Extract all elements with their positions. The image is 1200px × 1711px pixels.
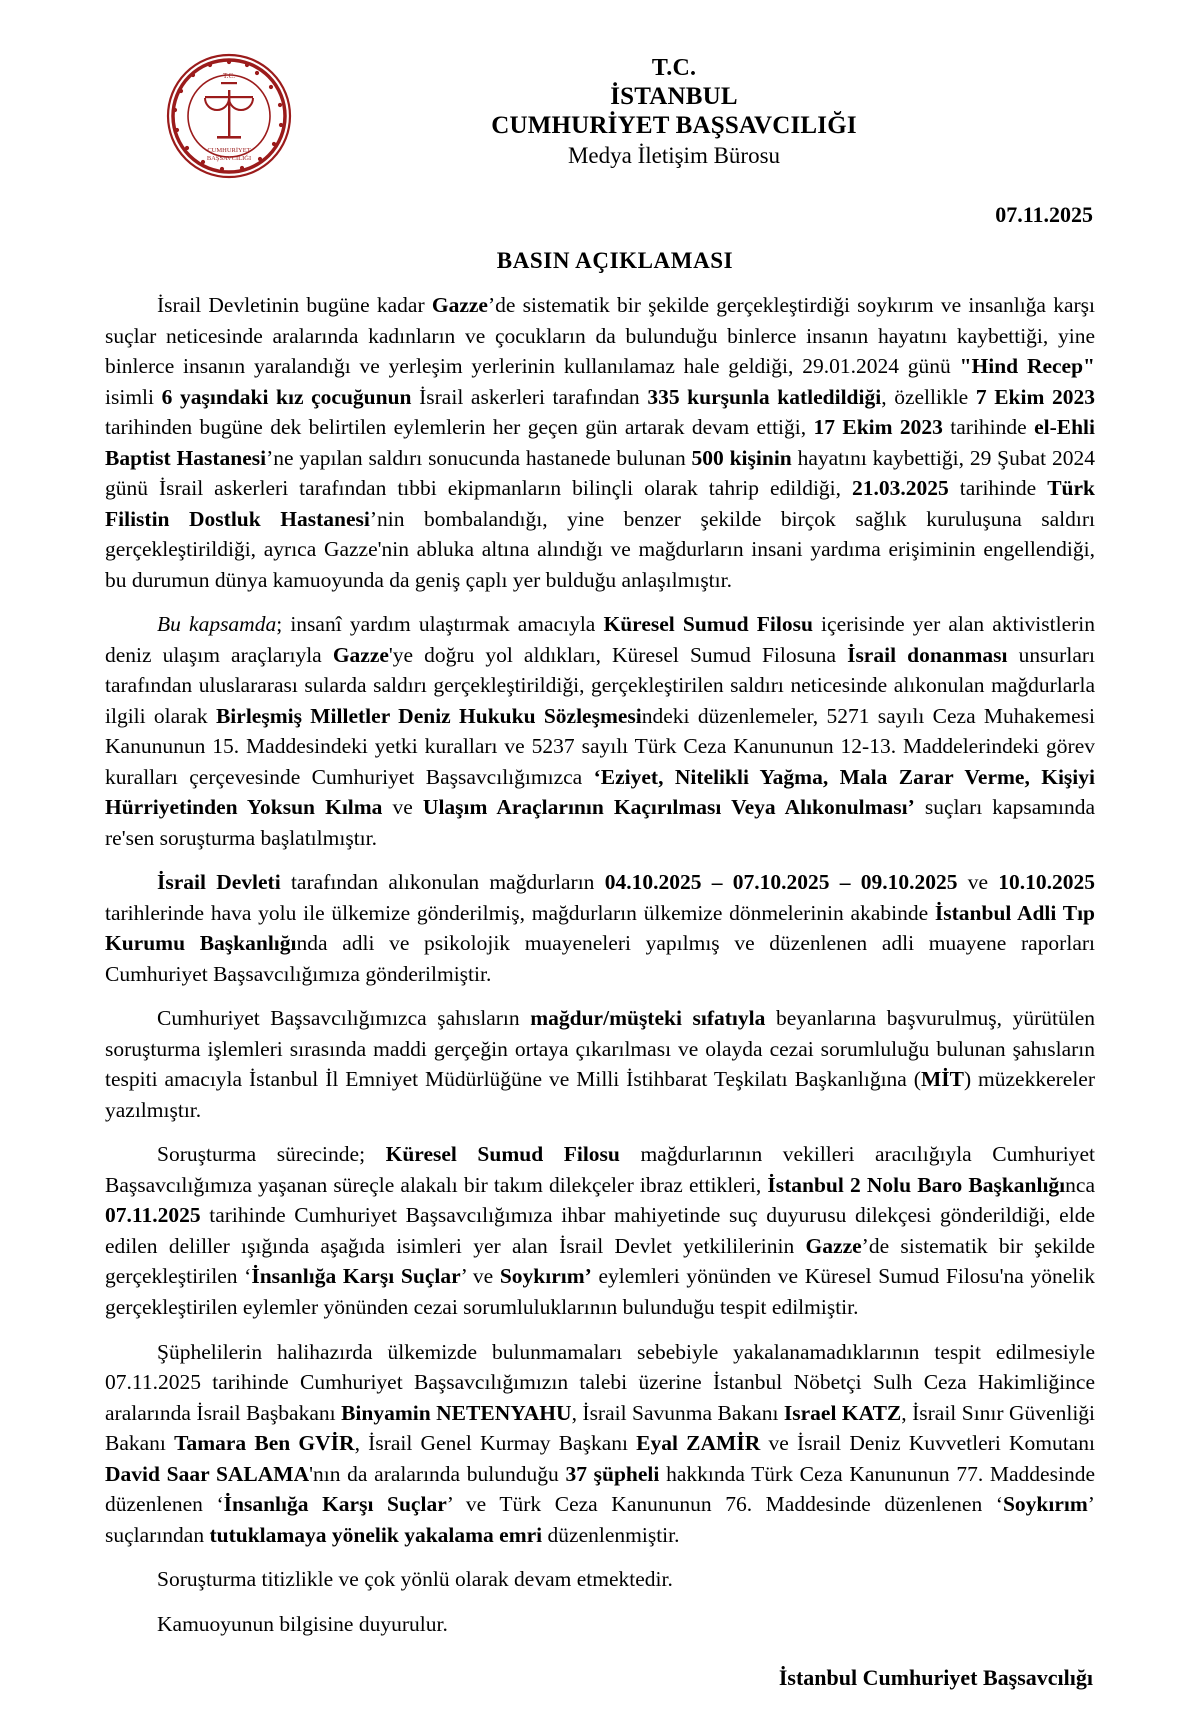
p1-s4: İsrail askerleri tarafından [411,384,648,409]
p1-s11: ’nin bombalandığı, yine benzer şekilde birçok sağlık kuruluşuna saldırı gerçekleştirildiği, ayrıca Gazze'nin abluka altına alındığı ve mağdurların insani yardıma erişiminin engellendiği, bu durumun dünya kamuoyunda da geniş çaplı yer bulduğu anlaşılmıştır. [105,506,1095,592]
p4-s2: beyanlarına başvurulmuş, yürütülen soruşturma işlemleri sırasında maddi gerçeğin ortaya çıkarılması ve olayda cezai sorumluluğu bulunan şahısların tespiti amacıyla İstanbul İl Emniyet Müdürlüğüne ve Milli İstihbarat Teşkilatı Başkanlığına ( [105,1006,1095,1092]
p4-s1: Cumhuriyet Başsavcılığımızca şahısların [157,1006,531,1031]
p1-s3: isimli [105,384,162,409]
svg-text:T.C.: T.C. [223,72,235,80]
p2-i1: Bu kapsamda [157,612,277,637]
paragraph-1 [105,290,1095,595]
document-date: 07.11.2025 [995,202,1093,227]
paragraph-2 [105,609,1095,853]
p5-s7: eylemleri yönünden ve Küresel Sumud Filosu'na yönelik gerçekleştirilen eylemler yönünden cezai sorumluluklarının bulunduğu tespit edilmiştir. [105,1264,1095,1319]
p2-b4: Birleşmiş Milletler Deniz Hukuku Sözleşmesi [215,703,642,728]
p2-b1: Küresel Sumud Filosu [603,612,813,637]
p1-b3: 6 yaşındaki kız çocuğunun [161,384,412,409]
p5-s1: Soruşturma sürecinde; [157,1142,386,1167]
p6-b4: Eyal ZAMİR [636,1431,761,1456]
p1-b9: 21.03.2025 [852,476,949,501]
p2-s4: unsurları tarafından uluslararası sularda saldırı gerçekleştirildiği, gerçekleştirilen saldırı neticesinde alıkonulan mağdurlarla ilgili olarak [105,642,1095,728]
p3-s2: ve [957,870,999,895]
institution-heading [253,48,1095,170]
p6-s2: , İsrail Savunma Bakanı [571,1400,784,1425]
p2-b5: ‘Eziyet, Nitelikli Yağma, Mala Zarar Verme, Kişiyi Hürriyetinden Yoksun Kılma [105,764,1095,820]
p5-b6: Soykırım’ [499,1264,592,1289]
p1-b6: 17 Ekim 2023 [813,415,943,440]
p1-b1: Gazze [431,293,488,317]
p6-s1: Şüphelilerin halihazırda ülkemizde bulunmamaları sebebiyle yakalanamadıklarının tespit edilmesiyle 07.11.2025 tarihinde Cumhuriyet Başsavcılığımızın talebi üzerine İstanbul Nöbetçi Sulh Ceza Hakimliğince aralarında İsrail Başbakanı [105,1339,1095,1425]
p1-s5: , özellikle [881,384,976,409]
p5-s3: nca [1065,1172,1095,1197]
p5-b1: Küresel Sumud Filosu [385,1142,620,1167]
p1-b8: 500 kişinin [691,445,792,470]
p3-b2: 04.10.2025 – 07.10.2025 – 09.10.2025 [604,870,958,895]
p2-b6: Ulaşım Araçlarının Kaçırılması Veya Alıkonulması’ [422,795,915,820]
p5-s5: ’de sistematik bir şekilde gerçekleştirilen ‘ [105,1233,1096,1289]
p5-b2: İstanbul 2 Nolu Baro Başkanlığı [767,1172,1066,1197]
p3-s4: nda adli ve psikolojik muayeneleri yapılmış ve düzenlenen adli muayene raporları Cumhuriyet Başsavcılığımıza gönderilmiştir. [105,931,1095,986]
p5-s4: tarihinde Cumhuriyet Başsavcılığımıza ihbar mahiyetinde suç duyurusu dilekçesi gönderildiği, elde edilen deliller ışığında aşağıda isimleri yer alan İsrail Devlet yetkililerinin [105,1203,1095,1258]
p2-s2: içerisinde yer alan aktivistlerin deniz ulaşım araçlarıyla [105,612,1096,667]
p6-b6: 37 şüpheli [565,1461,660,1486]
paragraph-7: Soruşturma titizlikle ve çok yönlü olarak devam etmektedir. [157,1567,673,1592]
p3-s1: tarafından alıkonulan mağdurların [280,870,605,895]
p1-b5: 7 Ekim 2023 [975,384,1096,409]
p6-s7: hakkında Türk Ceza Kanununun 77. Maddesinde düzenlenen ‘ [105,1461,1095,1517]
p4-b2: MİT [920,1067,964,1092]
p2-s1: ; insanî yardım ulaştırmak amacıyla [276,612,604,637]
p1-s10: tarihinde [948,476,1048,501]
p1-s6: tarihinden bugüne dek belirtilen eylemlerin her geçen gün artarak devam ettiği, [105,415,814,440]
p2-s5: ndeki düzenlemeler, 5271 sayılı Ceza Muhakemesi Kanununun 15. Maddesindeki yetki kuralları ve 5237 sayılı Türk Ceza Kanununun 12-13. Maddelerindeki görev kuralları çerçevesinde Cumhuriyet Başsavcılığımızca [105,703,1095,789]
p6-s10: düzenlenmiştir. [542,1522,680,1547]
p2-s3: 'ye doğru yol aldıkları, Küresel Sumud Filosuna [388,642,848,667]
p1-s7: tarihinde [942,415,1035,440]
heading-line-1: T.C. [651,55,697,81]
p2-s7: suçları kapsamında re'sen soruşturma başlatılmıştır. [105,795,1095,850]
p4-b1: mağdur/müşteki sıfatıyla [530,1006,766,1031]
p2-b3: İsrail donanması [847,642,1008,667]
paragraph-5 [105,1139,1095,1322]
paragraph-4 [105,1003,1095,1125]
p1-s9: hayatını kaybettiği, 29 Şubat 2024 günü İsrail askerleri tarafından tıbbi ekipmanların bilinçli olarak tahrip edildiği, [105,445,1095,501]
p6-s3: , İsrail Sınır Güvenliği Bakanı [105,1400,1096,1456]
p6-b2: Israel KATZ [783,1400,902,1425]
p1-b7: el-Ehli Baptist Hastanesi [105,415,1095,470]
p1-s1: İsrail Devletinin bugüne kadar [157,293,432,317]
p5-b5: İnsanlığa Karşı Suçlar [251,1264,461,1289]
p5-s2: mağdurlarının vekilleri aracılığıyla Cumhuriyet Başsavcılığımıza yaşanan süreçle alakalı bir takım dilekçeler ibraz ettikleri, [105,1142,1095,1197]
heading-line-2: İSTANBUL [610,83,738,111]
p3-s3: tarihlerinde hava yolu ile ülkemize gönderilmiş, mağdurların ülkemize dönmelerinin akabinde [105,900,935,925]
p6-b5: David Saar SALAMA [105,1461,310,1486]
p1-b10: Türk Filistin Dostluk Hastanesi [105,476,1095,531]
p3-b3: 10.10.2025 [998,870,1095,895]
p2-s6: ve [382,795,423,820]
p3-b1: İsrail Devleti [157,870,281,895]
p1-s2: ’de sistematik bir şekilde gerçekleştirdiği soykırım ve insanlığa karşı suçlar neticesinde aralarında kadınların ve çocukların da bulunduğu binlerce insanın hayatını kaybettiği, yine binlerce insanın yaralandığı ve yerleşim yerlerinin kullanılamaz hale geldiği, 29.01.2024 günü [105,293,1095,379]
p1-s8: ’ne yapılan saldırı sonucunda hastanede bulunan [266,445,692,470]
heading-line-4: Medya İletişim Bürosu [567,142,781,168]
p6-s4: , İsrail Genel Kurmay Başkanı [354,1431,637,1456]
p3-b4: İstanbul Adli Tıp Kurumu Başkanlığı [105,900,1096,956]
svg-text:CUMHURİYET: CUMHURİYET [207,147,251,154]
p5-b3: 07.11.2025 [105,1203,201,1228]
heading-line-3: CUMHURİYET BAŞSAVCILIĞI [491,112,857,140]
p6-b3: Tamara Ben GVİR [174,1431,355,1456]
p6-b9: tutuklamaya yönelik yakalama emri [209,1522,543,1547]
document-body [105,290,1095,1639]
page-title: BASIN AÇIKLAMASI [496,248,734,273]
p6-s8: ’ ve Türk Ceza Kanununun 76. Maddesinde düzenlenen ‘ [446,1492,1003,1517]
paragraph-3 [105,867,1095,989]
p6-b8: Soykırım [1002,1492,1088,1517]
p2-b2: Gazze [332,642,389,667]
svg-text:BAŞSAVCILIĞI: BAŞSAVCILIĞI [206,155,252,162]
document-header [105,48,1095,180]
signature-line: İstanbul Cumhuriyet Başsavcılığı [778,1665,1093,1691]
p6-s9: ’ suçlarından [105,1492,1095,1547]
p1-b2: "Hind Recep" [959,354,1095,379]
p6-b7: İnsanlığa Karşı Suçlar [223,1492,447,1517]
paragraph-8: Kamuoyunun bilgisine duyurulur. [157,1611,448,1636]
p4-s3: ) müzekkereler yazılmıştır. [105,1067,1096,1122]
p6-s6: 'nın da aralarında bulunduğu [309,1461,566,1486]
p6-s5: ve İsrail Deniz Kuvvetleri Komutanı [760,1431,1095,1456]
paragraph-6 [105,1337,1095,1551]
p5-s6: ’ ve [460,1264,500,1289]
p1-b4: 335 kurşunla katledildiği [647,384,882,409]
p6-b1: Binyamin NETENYAHU [341,1400,572,1425]
p5-b4: Gazze [805,1233,862,1258]
